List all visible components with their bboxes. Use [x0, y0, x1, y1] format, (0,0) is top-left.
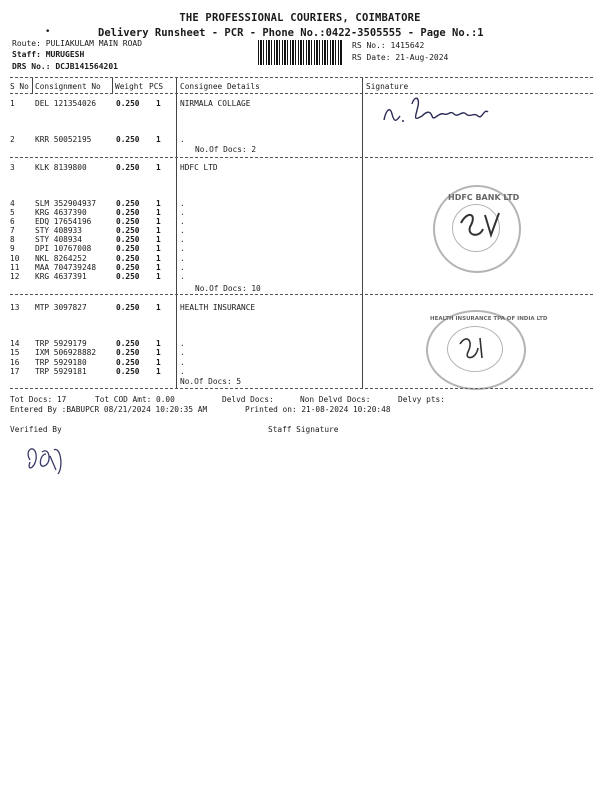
- row-consignee: HEALTH INSURANCE: [180, 303, 256, 312]
- row-sno: 8: [10, 235, 15, 244]
- divider-header: [10, 93, 593, 94]
- row-weight: 0.250: [116, 348, 140, 357]
- row-consignee: NIRMALA COLLAGE: [180, 99, 251, 108]
- rs-date-label: RS Date:: [352, 53, 391, 62]
- row-pcs: 1: [156, 263, 161, 272]
- divider-top: [10, 77, 593, 78]
- route-value: PULIAKULAM MAIN ROAD: [45, 39, 143, 48]
- dot-mark: •: [45, 27, 51, 37]
- row-sno: 3: [10, 163, 15, 172]
- row-consignment-no: MTP 3097827: [35, 303, 87, 312]
- row-consignment-no: STY 408934: [35, 235, 82, 244]
- row-consignment-no: TRP 5929181: [35, 367, 87, 376]
- drs-label: DRS No.:: [12, 62, 51, 71]
- stamp-initials: [455, 205, 505, 250]
- group-divider: [10, 157, 593, 158]
- row-pcs: 1: [156, 367, 161, 376]
- row-consignee: .: [180, 217, 185, 226]
- staff-line: [12, 50, 84, 59]
- route-label: Route:: [12, 39, 41, 48]
- col-header-consignment: Consignment No: [35, 82, 101, 91]
- entered-by: Entered By :BABUPCR 08/21/2024 10:20:35 AM: [10, 405, 208, 414]
- hdfc-stamp-label: HDFC BANK LTD: [448, 193, 520, 202]
- row-pcs: 1: [156, 254, 161, 263]
- row-sno: 12: [10, 272, 20, 281]
- row-weight: 0.250: [116, 358, 140, 367]
- row-sno: 4: [10, 199, 15, 208]
- staff-signature-label: Staff Signature: [268, 425, 339, 434]
- row-consignment-no: DEL 121354026: [35, 99, 97, 108]
- row-pcs: 1: [156, 339, 161, 348]
- row-sno: 11: [10, 263, 20, 272]
- row-weight: 0.250: [116, 199, 140, 208]
- group-divider: [10, 294, 593, 295]
- row-consignment-no: SLM 352904937: [35, 199, 97, 208]
- row-sno: 9: [10, 244, 15, 253]
- col-header-signature: Signature: [366, 82, 409, 91]
- row-consignment-no: STY 408933: [35, 226, 82, 235]
- row-consignment-no: TRP 5929179: [35, 339, 87, 348]
- group-doc-count: No.Of Docs: 2: [195, 145, 257, 154]
- col-divider: [362, 78, 363, 389]
- row-consignee: .: [180, 135, 185, 144]
- row-consignee: .: [180, 254, 185, 263]
- col-header-consignee: Consignee Details: [180, 82, 260, 91]
- staff-value: MURUGESH: [45, 50, 85, 59]
- row-pcs: 1: [156, 235, 161, 244]
- row-weight: 0.250: [116, 135, 140, 144]
- rs-no-line: [352, 41, 424, 50]
- row-consignment-no: IXM 506928882: [35, 348, 97, 357]
- drs-value: DCJB141564201: [55, 62, 118, 71]
- row-weight: 0.250: [116, 244, 140, 253]
- row-pcs: 1: [156, 163, 161, 172]
- row-consignment-no: KLK 8139800: [35, 163, 87, 172]
- row-sno: 17: [10, 367, 20, 376]
- row-pcs: 1: [156, 226, 161, 235]
- row-sno: 10: [10, 254, 20, 263]
- row-consignee: .: [180, 235, 185, 244]
- rs-no-label: RS No.:: [352, 41, 386, 50]
- row-consignee: .: [180, 367, 185, 376]
- row-weight: 0.250: [116, 254, 140, 263]
- row-weight: 0.250: [116, 217, 140, 226]
- row-sno: 15: [10, 348, 20, 357]
- row-consignment-no: EDQ 17654196: [35, 217, 92, 226]
- row-consignee: .: [180, 199, 185, 208]
- rs-date-line: [352, 53, 448, 62]
- row-consignment-no: KRG 4637391: [35, 272, 87, 281]
- col-divider: [112, 78, 113, 93]
- row-sno: 2: [10, 135, 15, 144]
- total-cod: Tot COD Amt: 0.00: [95, 395, 175, 404]
- rs-no-value: 1415642: [390, 41, 425, 50]
- row-sno: 5: [10, 208, 15, 217]
- verifier-signature: [20, 440, 80, 480]
- row-consignment-no: NKL 8264252: [35, 254, 87, 263]
- row-consignee: .: [180, 208, 185, 217]
- row-pcs: 1: [156, 217, 161, 226]
- group-doc-count: No.Of Docs: 10: [195, 284, 261, 293]
- row-sno: 13: [10, 303, 20, 312]
- row-consignee: .: [180, 263, 185, 272]
- row-weight: 0.250: [116, 226, 140, 235]
- total-docs: Tot Docs: 17: [10, 395, 67, 404]
- rs-date-value: 21-Aug-2024: [395, 53, 449, 62]
- row-consignment-no: DPI 10767008: [35, 244, 92, 253]
- row-consignee: HDFC LTD: [180, 163, 218, 172]
- row-sno: 16: [10, 358, 20, 367]
- delivery-points: Delvy pts:: [398, 395, 445, 404]
- runsheet-subtitle: Delivery Runsheet - PCR - Phone No.:0422-3505555 - Page No.:1: [98, 27, 484, 39]
- verified-by-label: Verified By: [10, 425, 62, 434]
- row-pcs: 1: [156, 303, 161, 312]
- row-pcs: 1: [156, 358, 161, 367]
- row-consignee: .: [180, 226, 185, 235]
- row-weight: 0.250: [116, 303, 140, 312]
- row-consignment-no: MAA 704739248: [35, 263, 97, 272]
- row-consignee: .: [180, 272, 185, 281]
- row-sno: 7: [10, 226, 15, 235]
- row-consignment-no: TRP 5929180: [35, 358, 87, 367]
- row-sno: 14: [10, 339, 20, 348]
- col-header-weight: Weight: [115, 82, 144, 91]
- row-weight: 0.250: [116, 272, 140, 281]
- route-line: [12, 39, 142, 48]
- row-pcs: 1: [156, 199, 161, 208]
- group-divider: [10, 388, 593, 389]
- row-weight: 0.250: [116, 263, 140, 272]
- row-sno: 6: [10, 217, 15, 226]
- row-weight: 0.250: [116, 99, 140, 108]
- row-weight: 0.250: [116, 339, 140, 348]
- row-pcs: 1: [156, 99, 161, 108]
- row-weight: 0.250: [116, 367, 140, 376]
- delivered-docs: Delvd Docs:: [222, 395, 274, 404]
- row-pcs: 1: [156, 348, 161, 357]
- barcode: [258, 40, 342, 65]
- row-weight: 0.250: [116, 235, 140, 244]
- row-pcs: 1: [156, 135, 161, 144]
- col-header-pcs: PCS: [149, 82, 164, 91]
- row-weight: 0.250: [116, 208, 140, 217]
- non-delivered-docs: Non Delvd Docs:: [300, 395, 371, 404]
- health-stamp-label: HEALTH INSURANCE TPA OF INDIA LTD: [430, 316, 548, 322]
- company-title: THE PROFESSIONAL COURIERS, COIMBATORE: [179, 12, 421, 24]
- row-consignment-no: KRG 4637390: [35, 208, 87, 217]
- row-pcs: 1: [156, 272, 161, 281]
- col-divider: [176, 78, 177, 389]
- row-weight: 0.250: [116, 163, 140, 172]
- row-consignee: .: [180, 348, 185, 357]
- drs-line: [12, 62, 118, 71]
- group-doc-count: No.Of Docs: 5: [180, 377, 242, 386]
- row-pcs: 1: [156, 244, 161, 253]
- row-consignee: .: [180, 358, 185, 367]
- row-consignee: .: [180, 244, 185, 253]
- staff-label: Staff:: [12, 50, 41, 59]
- signature-handwriting: [378, 92, 498, 132]
- stamp-initials: [456, 330, 496, 365]
- row-pcs: 1: [156, 208, 161, 217]
- row-consignee: .: [180, 339, 185, 348]
- col-divider: [32, 78, 33, 93]
- row-sno: 1: [10, 99, 15, 108]
- printed-on: Printed on: 21-08-2024 10:20:48: [245, 405, 391, 414]
- row-consignment-no: KRR 50052195: [35, 135, 92, 144]
- col-header-sno: S No: [10, 82, 29, 91]
